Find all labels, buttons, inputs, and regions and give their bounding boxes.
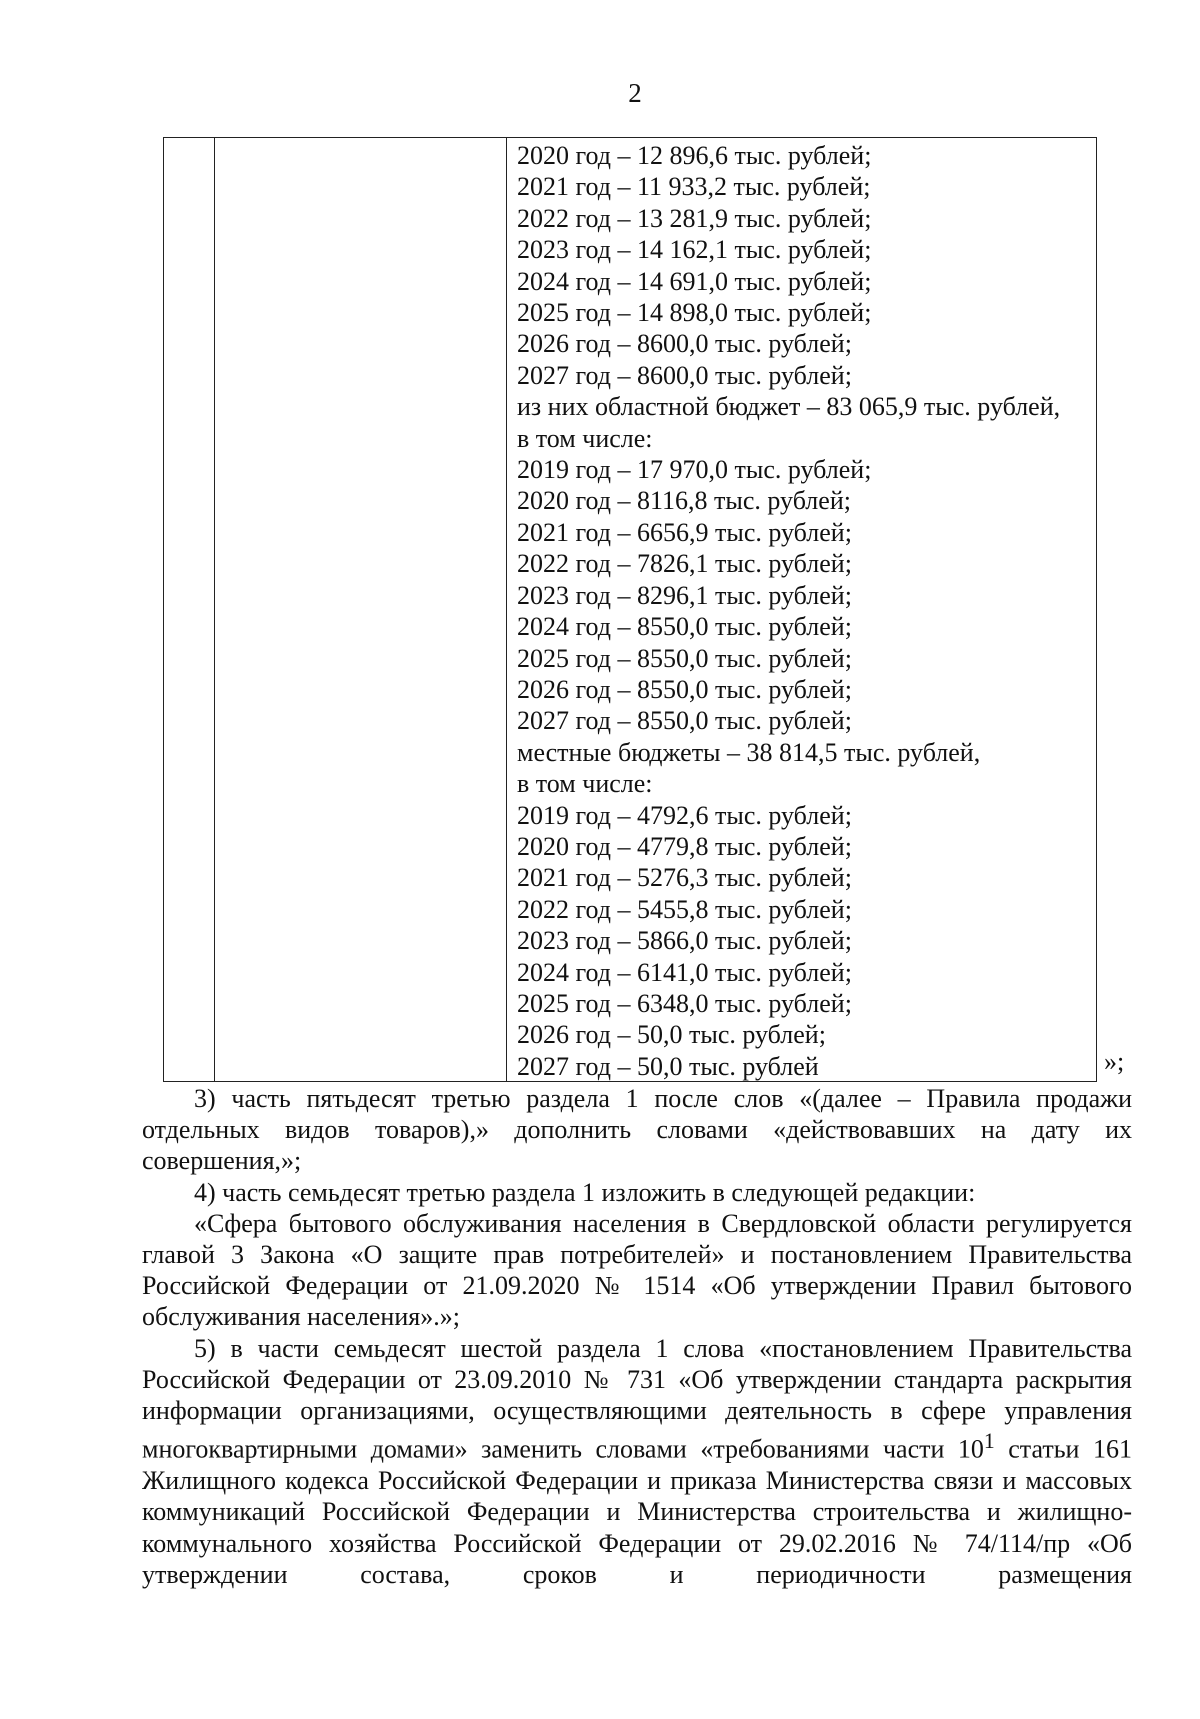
table-line: 2024 год – 14 691,0 тыс. рублей; bbox=[517, 266, 872, 296]
table-line: 2019 год – 4792,6 тыс. рублей; bbox=[517, 800, 852, 830]
table-line: 2027 год – 8550,0 тыс. рублей; bbox=[517, 706, 852, 736]
paragraph-5 bbox=[142, 1333, 1132, 1590]
table-line: 2026 год – 8600,0 тыс. рублей; bbox=[517, 329, 852, 359]
table-line: 2020 год – 4779,8 тыс. рублей; bbox=[517, 831, 852, 861]
paragraph-5-part-1: 5) в части семьдесят шестой раздела 1 слова «постановлением Правительства Российской Федерации от 23.09.2010 № 731 «Об утверждении стандарта раскрытия информации организациями, осуществляющими деятельность в сфере управления многоквартирными домами» заменить словами «требованиями части 10 bbox=[142, 1333, 1132, 1464]
table-line: из них областной бюджет – 83 065,9 тыс. рублей, bbox=[517, 392, 1061, 422]
table-line: 2021 год – 11 933,2 тыс. рублей; bbox=[517, 172, 871, 202]
table-line: местные бюджеты – 38 814,5 тыс. рублей, bbox=[517, 737, 981, 767]
budget-table bbox=[163, 137, 1097, 1082]
table-closing-quote: »; bbox=[1104, 1047, 1125, 1076]
table-line: 2020 год – 12 896,6 тыс. рублей; bbox=[517, 141, 872, 170]
table-line: 2025 год – 6348,0 тыс. рублей; bbox=[517, 988, 852, 1018]
table-line: 2023 год – 14 162,1 тыс. рублей; bbox=[517, 235, 872, 265]
table-line: 2023 год – 8296,1 тыс. рублей; bbox=[517, 580, 852, 610]
body-text bbox=[142, 1083, 1132, 1590]
table-line: 2027 год – 50,0 тыс. рублей bbox=[517, 1051, 819, 1081]
table-line: в том числе: bbox=[517, 769, 653, 799]
table-line: 2022 год – 7826,1 тыс. рублей; bbox=[517, 549, 852, 579]
table-line: 2025 год – 14 898,0 тыс. рублей; bbox=[517, 298, 872, 328]
table-line: 2020 год – 8116,8 тыс. рублей; bbox=[517, 486, 851, 516]
table-line: 2026 год – 50,0 тыс. рублей; bbox=[517, 1020, 826, 1050]
table-line: 2021 год – 5276,3 тыс. рублей; bbox=[517, 863, 852, 893]
table-line: 2022 год – 5455,8 тыс. рублей; bbox=[517, 894, 852, 924]
paragraph-4-quote: «Сфера бытового обслуживания населения в Свердловской области регулируется главой 3 Закона «О защите прав потребителей» и постановлением Правительства Российской Федерации от 21.09.2020 № 1514 «Об утверждении Правил бытового обслуживания населения».»; bbox=[142, 1208, 1132, 1332]
table-column-title bbox=[215, 138, 507, 1081]
table-line: 2024 год – 6141,0 тыс. рублей; bbox=[517, 957, 852, 987]
table-line: 2025 год – 8550,0 тыс. рублей; bbox=[517, 643, 852, 673]
table-column-content bbox=[507, 138, 1096, 1081]
page-number: 2 bbox=[628, 78, 642, 108]
paragraph-3: 3) часть пятьдесят третью раздела 1 после слов «(далее – Правила продажи отдельных видов товаров),» дополнить словами «действовавших на дату их совершения,»; bbox=[142, 1084, 1132, 1176]
table-line: 2027 год – 8600,0 тыс. рублей; bbox=[517, 360, 852, 390]
paragraph-4: 4) часть семьдесят третью раздела 1 изложить в следующей редакции: bbox=[194, 1177, 976, 1207]
table-line: 2023 год – 5866,0 тыс. рублей; bbox=[517, 926, 852, 956]
table-line: 2021 год – 6656,9 тыс. рублей; bbox=[517, 517, 852, 547]
paragraph-5-part-2: статьи 161 Жилищного кодекса Российской Федерации и приказа Министерства связи и массовых коммуникаций Российской Федерации и Министерства строительства и жилищно-коммунального хозяйства Российской Федерации от 29.02.2016 № 74/114/пр «Об утверждении состава, сроков и периодичности размещения bbox=[142, 1434, 1132, 1589]
paragraph-5-superscript: 1 bbox=[983, 1429, 995, 1454]
table-line: 2019 год – 17 970,0 тыс. рублей; bbox=[517, 455, 872, 485]
table-line: 2026 год – 8550,0 тыс. рублей; bbox=[517, 674, 852, 704]
table-line: в том числе: bbox=[517, 423, 653, 453]
table-line: 2022 год – 13 281,9 тыс. рублей; bbox=[517, 203, 872, 233]
table-line: 2024 год – 8550,0 тыс. рублей; bbox=[517, 612, 852, 642]
table-column-number bbox=[164, 138, 215, 1081]
